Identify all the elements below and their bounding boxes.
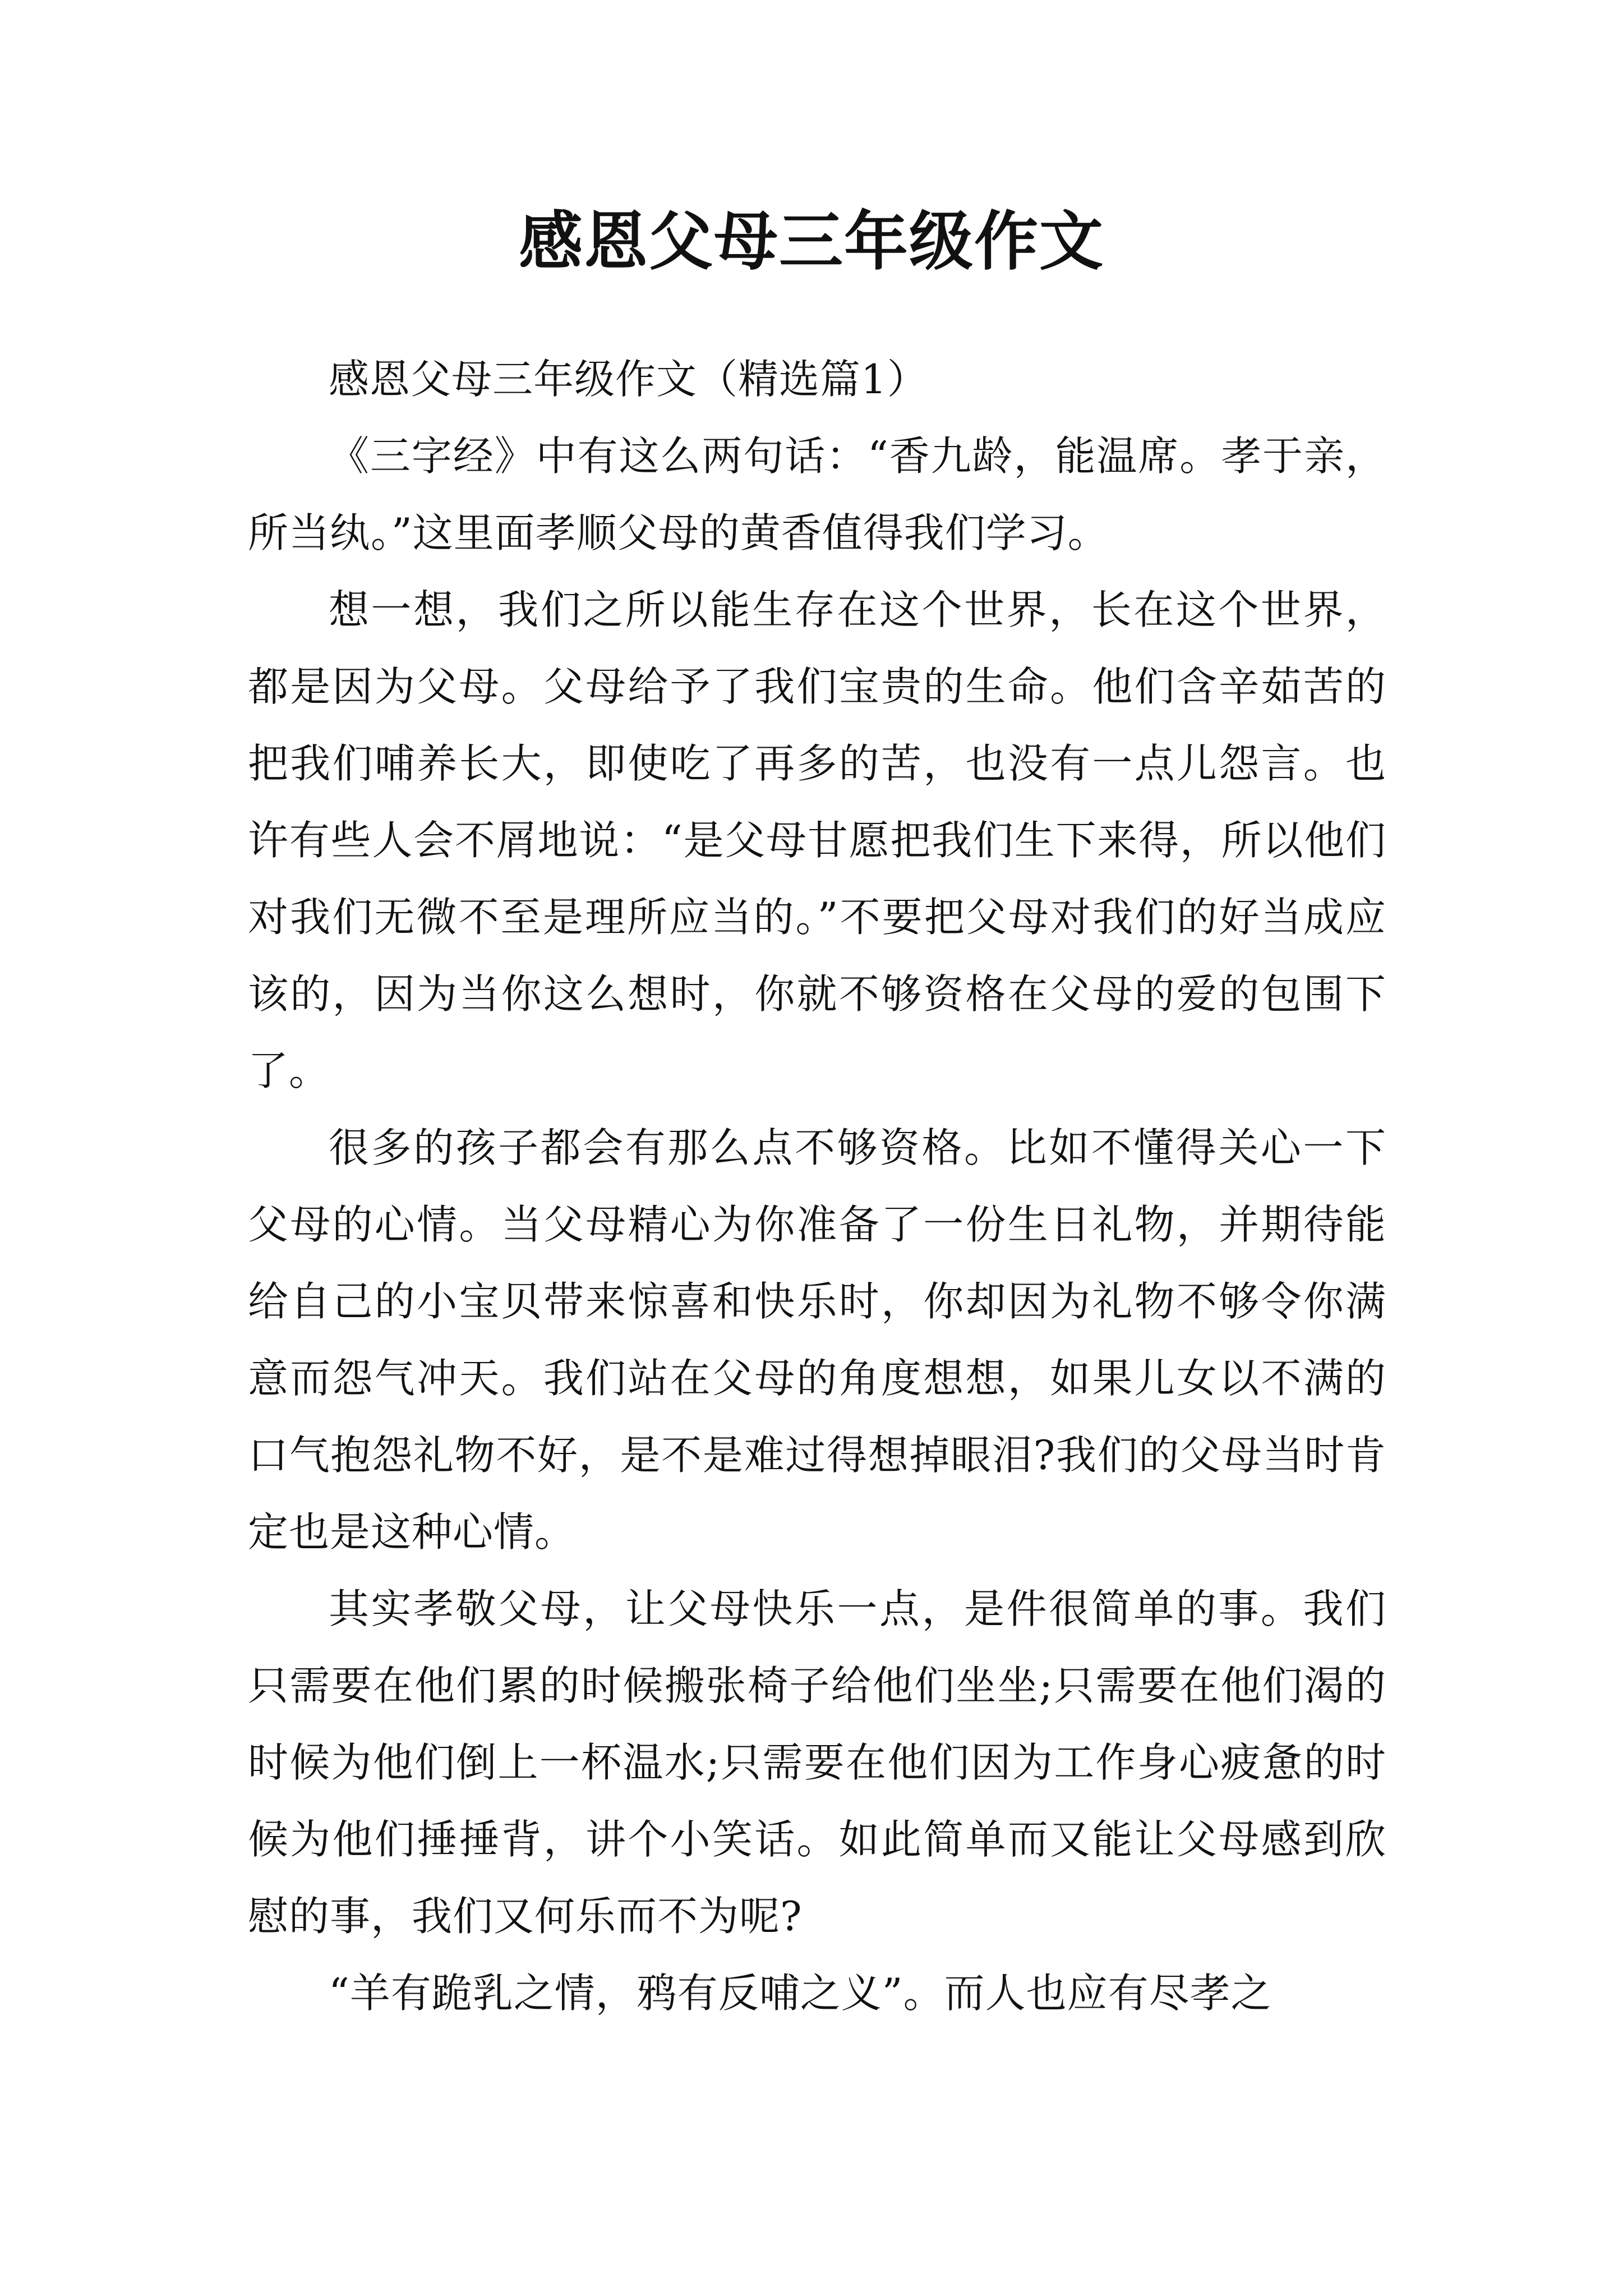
paragraph: 想一想，我们之所以能生存在这个世界，长在这个世界，都是因为父母。父母给予了我们宝贵的生命。他们含辛茹苦的把我们哺养长大，即使吃了再多的苦，也没有一点儿怨言。也许有些人会不屑地说：“是父母甘愿把我们生下来得，所以他们对我们无微不至是理所应当的。”不要把父母对我们的好当成应该的，因为当你这么想时，你就不够资格在父母的爱的包围下了。 xyxy=(248,586,1386,1094)
paragraph: 其实孝敬父母，让父母快乐一点，是件很简单的事。我们只需要在他们累的时候搬张椅子给他们坐坐;只需要在他们渴的时候为他们倒上一杯温水;只需要在他们因为工作身心疲惫的时候为他们捶捶背，讲个小笑话。如此简单而又能让父母感到欣慰的事，我们又何乐而不为呢? xyxy=(248,1585,1386,1940)
paragraph: 《三字经》中有这么两句话：“香九龄，能温席。孝于亲，所当纨。”这里面孝顺父母的黄香值得我们学习。 xyxy=(248,432,1386,556)
document-title: 感恩父母三年级作文 xyxy=(518,204,1104,279)
paragraph: 很多的孩子都会有那么点不够资格。比如不懂得关心一下父母的心情。当父母精心为你准备了一份生日礼物，并期待能给自己的小宝贝带来惊喜和快乐时，你却因为礼物不够令你满意而怨气冲天。我们站在父母的角度想想，如果儿女以不满的口气抱怨礼物不好，是不是难过得想掉眼泪?我们的父母当时肯定也是这种心情。 xyxy=(248,1124,1386,1556)
paragraph-section-heading: 感恩父母三年级作文（精选篇1） xyxy=(329,356,928,403)
paragraph: “羊有跪乳之情，鸦有反哺之义”。而人也应有尽孝之 xyxy=(329,1970,1272,2017)
document-body xyxy=(248,341,1386,2032)
